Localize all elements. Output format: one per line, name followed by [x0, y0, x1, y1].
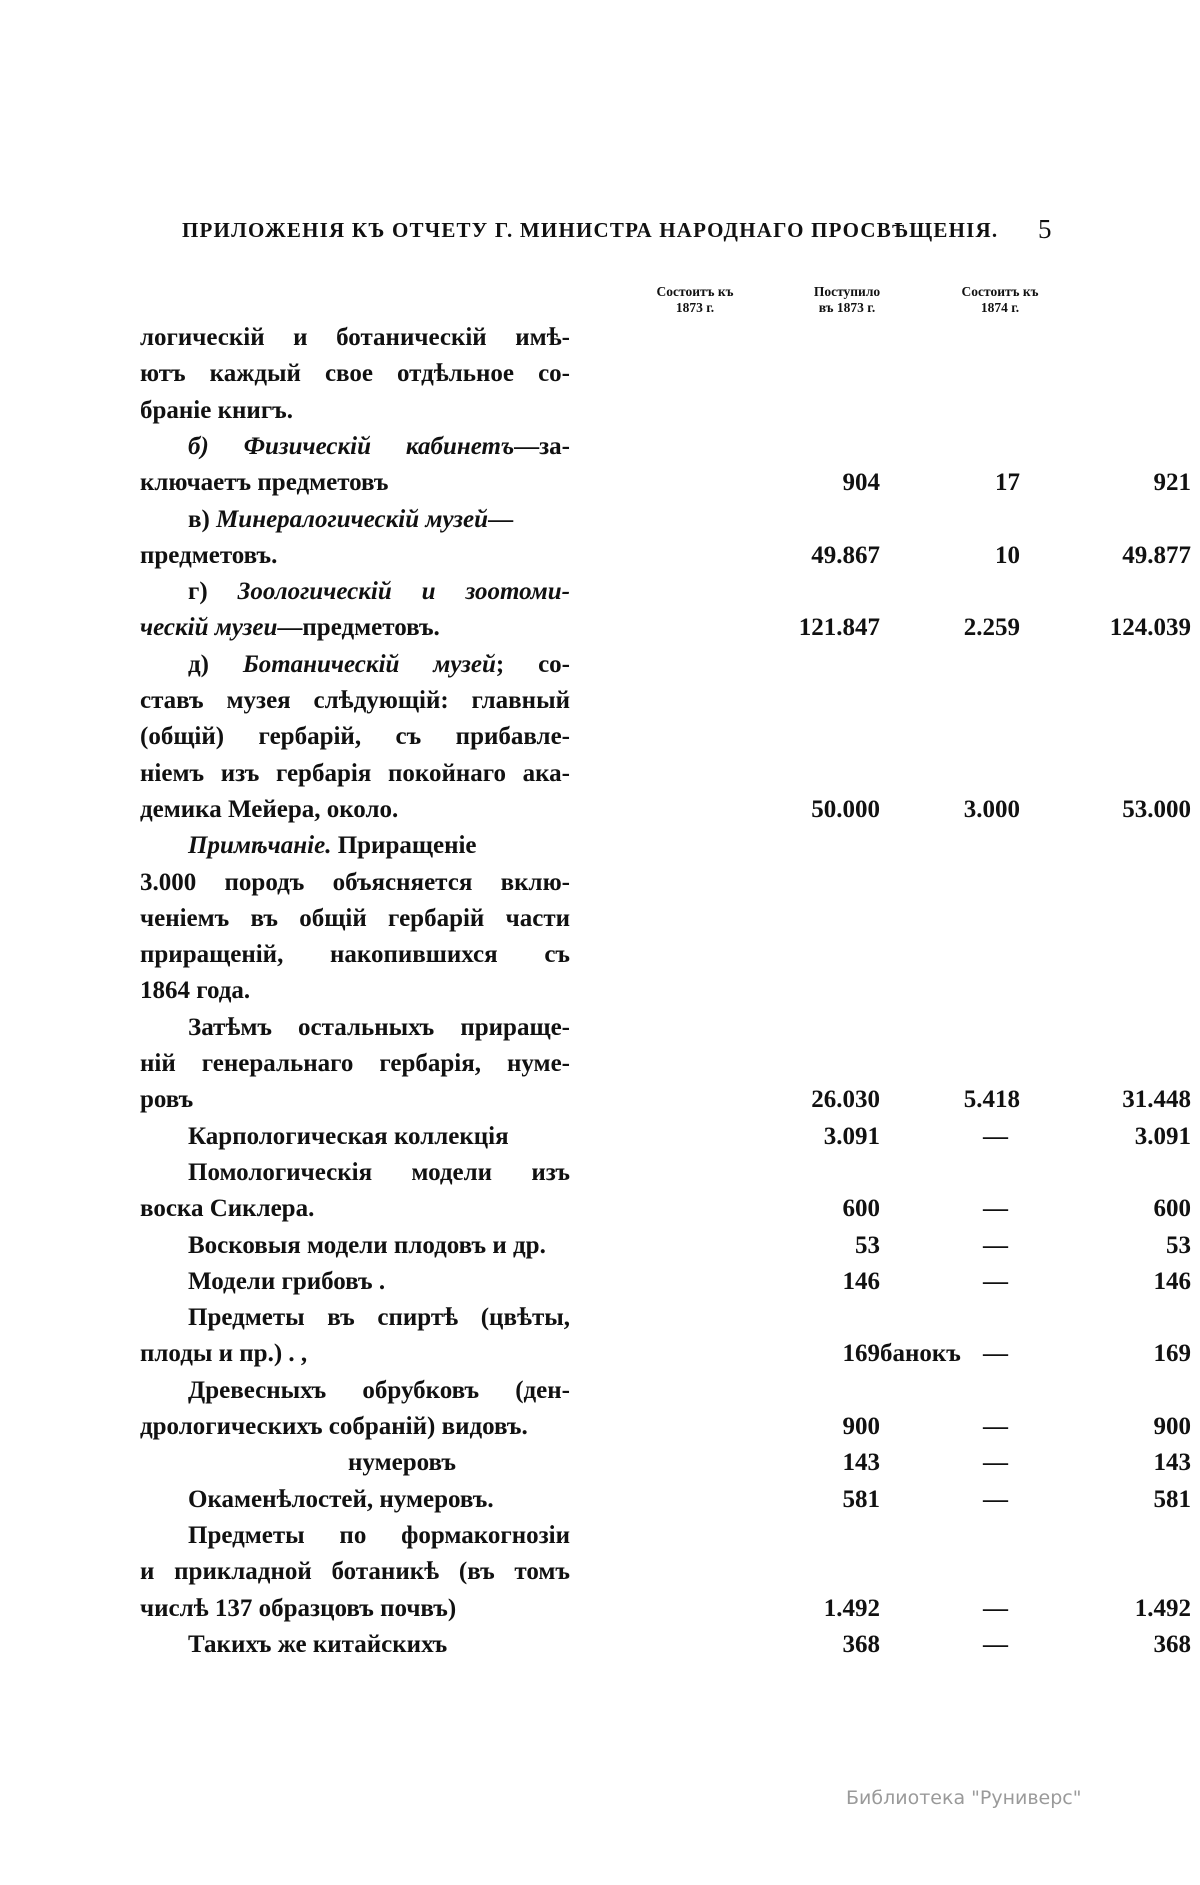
text-segment: 3.000 породъ объясняется вклю-	[140, 868, 570, 896]
page-number: 5	[1038, 214, 1052, 244]
value-text: —	[983, 1413, 1008, 1440]
value-stock-1874	[931, 538, 1191, 574]
value-text: 581	[1153, 1485, 1191, 1513]
value-stock-1874	[931, 1409, 1191, 1445]
value-text: 600	[842, 1195, 880, 1223]
line-text	[140, 683, 570, 719]
text-line	[140, 1591, 1191, 1627]
value-stock-1874	[931, 1264, 1191, 1300]
line-text	[140, 828, 570, 864]
value-text: 53	[1166, 1231, 1191, 1259]
text-line	[140, 1191, 1191, 1227]
line-text	[140, 647, 570, 683]
italic-text: Зоологическій и зоотоми-	[237, 578, 570, 606]
text-line	[140, 393, 570, 429]
text-segment: ютъ каждый свое отдѣльное со-	[140, 360, 570, 388]
text-line	[140, 937, 570, 973]
value-stock-1874	[931, 1336, 1191, 1372]
line-text	[140, 1155, 570, 1191]
column-header-line: 1874 г.	[980, 300, 1020, 315]
line-text	[140, 1518, 570, 1554]
italic-text: Ботаническій музей	[242, 650, 496, 678]
text-line	[140, 792, 1191, 828]
text-line	[140, 756, 570, 792]
value-text: 900	[842, 1413, 880, 1440]
column-header-line: 1873 г.	[675, 300, 715, 315]
value-text: 143	[1153, 1449, 1191, 1477]
line-text	[140, 865, 570, 901]
column-header-stock-1874	[935, 284, 1065, 316]
line-text	[140, 320, 570, 356]
italic-text: ческій музеи	[140, 614, 278, 642]
value-text: 169	[1153, 1340, 1191, 1368]
line-text	[140, 1300, 570, 1336]
value-text: 49.877	[1122, 541, 1191, 569]
column-header-line: Состоитъ къ	[656, 284, 734, 299]
running-header: ПРИЛОЖЕНІЯ КЪ ОТЧЕТУ Г. МИНИСТРА НАРОДНАГО ПРОСВѢЩЕНІЯ.	[182, 218, 999, 242]
value-text: 1.492	[1134, 1594, 1191, 1622]
watermark: Библиотека "Руниверс"	[846, 1787, 1082, 1809]
value-text: 921	[1153, 469, 1191, 497]
text-segment: браніе книгъ.	[140, 396, 293, 424]
value-stock-1874	[931, 792, 1191, 828]
italic-text: Примѣчаніе.	[188, 832, 332, 860]
value-text: 17	[995, 469, 1020, 497]
text-line	[140, 719, 570, 755]
value-text: 3.091	[1134, 1122, 1191, 1150]
text-segment: воска Сиклера.	[140, 1195, 315, 1223]
text-segment: Такихъ же китайскихъ	[188, 1630, 448, 1658]
text-line	[140, 1264, 1191, 1300]
text-line	[140, 502, 570, 538]
column-header-received-1873	[782, 284, 912, 316]
value-text: 124.039	[1109, 614, 1191, 642]
text-segment: (общій) гербарій, съ прибавле-	[140, 723, 570, 751]
value-text: —	[983, 1485, 1008, 1513]
text-segment: числѣ 137 образцовъ почвъ)	[140, 1594, 457, 1622]
text-line	[140, 1228, 1191, 1264]
line-text	[140, 1264, 570, 1300]
line-text	[140, 756, 570, 792]
value-text: 53.000	[1122, 795, 1191, 823]
value-stock-1874	[931, 1591, 1191, 1627]
text-line	[140, 1518, 570, 1554]
value-text: 31.448	[1122, 1086, 1191, 1114]
value-text: 1.492	[823, 1594, 880, 1622]
text-segment: —предметовъ.	[277, 614, 440, 642]
line-text	[140, 973, 570, 1009]
text-line	[140, 647, 570, 683]
line-text	[140, 1445, 570, 1481]
text-segment: —за-	[514, 432, 570, 460]
value-text: 49.867	[811, 541, 880, 569]
text-line	[140, 538, 1191, 574]
line-text	[140, 502, 570, 538]
value-text: 10	[995, 541, 1020, 569]
line-text	[140, 538, 570, 574]
text-segment: ; со-	[495, 650, 571, 678]
text-segment: ключаетъ предметовъ	[140, 469, 389, 497]
line-text	[140, 937, 570, 973]
value-text: 904	[842, 469, 880, 497]
text-line	[140, 1046, 570, 1082]
value-stock-1874	[931, 1228, 1191, 1264]
value-text: —	[983, 1449, 1008, 1477]
value-text: 50.000	[811, 795, 880, 823]
text-segment: ченіемъ въ общій гербарій части	[140, 904, 570, 932]
line-text	[140, 1373, 570, 1409]
column-header-stock-1873	[630, 284, 760, 316]
text-line	[140, 320, 570, 356]
value-text: —	[983, 1630, 1008, 1658]
value-text: —	[983, 1267, 1008, 1295]
value-text: 3.000	[963, 795, 1020, 823]
value-text: —	[983, 1231, 1008, 1259]
text-segment: демика Мейера, около.	[140, 795, 399, 823]
value-text: 53	[855, 1231, 880, 1259]
text-segment: Карпологическая коллекція	[188, 1122, 509, 1150]
value-text: —	[983, 1594, 1008, 1622]
text-segment: в)	[188, 505, 217, 533]
text-line	[140, 1300, 570, 1336]
value-text: —	[983, 1340, 1008, 1368]
text-segment: ній генеральнаго гербарія, нуме-	[140, 1050, 570, 1077]
line-text	[140, 1409, 570, 1445]
line-text	[140, 1554, 570, 1590]
value-unit: банокъ	[880, 1340, 961, 1368]
value-text: 581	[842, 1485, 880, 1513]
value-text: —	[983, 1195, 1008, 1223]
value-text: —	[983, 1122, 1008, 1150]
text-line	[140, 1627, 1191, 1663]
text-line	[140, 1336, 1191, 1372]
value-text: 3.091	[823, 1122, 880, 1150]
line-text	[140, 574, 570, 610]
text-line	[140, 1482, 1191, 1518]
value-stock-1874	[931, 1191, 1191, 1227]
text-line	[140, 1119, 1191, 1155]
line-text	[140, 901, 570, 937]
text-segment: ставъ музея слѣдующій: главный	[140, 687, 570, 714]
line-text	[140, 1010, 570, 1046]
text-line	[140, 465, 1191, 501]
line-text	[140, 465, 570, 501]
value-text: 26.030	[811, 1086, 880, 1114]
text-segment: —	[488, 505, 514, 533]
text-segment: Модели грибовъ .	[188, 1267, 386, 1295]
value-text: 2.259	[963, 614, 1020, 642]
text-segment: ровъ	[140, 1086, 194, 1114]
text-line	[140, 610, 1191, 646]
text-line	[140, 1010, 570, 1046]
text-segment: ніемъ изъ гербарія покойнаго ака-	[140, 759, 570, 787]
column-header-line: въ 1873 г.	[818, 300, 876, 315]
text-segment: предметовъ.	[140, 541, 278, 569]
value-stock-1874	[931, 465, 1191, 501]
value-text: 146	[1153, 1267, 1191, 1295]
text-line	[140, 429, 570, 465]
value-stock-1874	[931, 1082, 1191, 1118]
text-segment: Окаменѣлостей, нумеровъ.	[188, 1485, 494, 1513]
text-segment: логическій и ботаническій имѣ-	[140, 324, 570, 351]
text-segment: Затѣмъ остальныхъ прираще-	[188, 1013, 570, 1041]
line-text	[140, 610, 570, 646]
value-text: 368	[1153, 1630, 1191, 1658]
value-stock-1874	[931, 1445, 1191, 1481]
value-text: 900	[1153, 1413, 1191, 1440]
line-text	[140, 1591, 570, 1627]
column-header-line: Состоитъ къ	[961, 284, 1039, 299]
text-segment: Древесныхъ обрубковъ (ден-	[188, 1376, 570, 1404]
value-stock-1874	[931, 610, 1191, 646]
italic-text: б) Физическій кабинетъ	[188, 432, 515, 460]
italic-text: Минералогическій музей	[216, 505, 489, 533]
line-text	[140, 393, 570, 429]
value-stock-1874	[931, 1627, 1191, 1663]
text-segment: г)	[188, 578, 238, 606]
line-text	[140, 1046, 570, 1082]
text-line	[140, 683, 570, 719]
text-segment: нумеровъ	[348, 1449, 456, 1477]
text-segment: Предметы въ спиртѣ (цвѣты,	[188, 1304, 570, 1332]
text-segment: Помологическія модели изъ	[188, 1158, 570, 1186]
text-line	[140, 574, 570, 610]
value-text: 146	[842, 1267, 880, 1295]
value-text: 600	[1153, 1195, 1191, 1223]
value-text: 143	[842, 1449, 880, 1477]
text-line	[140, 1409, 1191, 1445]
line-text	[140, 429, 570, 465]
column-header-line: Поступило	[813, 284, 881, 299]
text-line	[140, 1373, 570, 1409]
text-line	[140, 1445, 1191, 1481]
text-line	[140, 865, 570, 901]
text-line	[140, 1082, 1191, 1118]
text-line	[140, 1554, 570, 1590]
text-line	[140, 901, 570, 937]
text-segment: и прикладной ботаникѣ (въ томъ	[140, 1558, 570, 1586]
line-text	[140, 1336, 570, 1372]
text-segment: Приращеніе	[331, 832, 477, 860]
line-text	[140, 1191, 570, 1227]
text-segment: приращеній, накопившихся съ	[140, 941, 570, 969]
text-line	[140, 1155, 570, 1191]
text-line	[140, 828, 570, 864]
text-line	[140, 356, 570, 392]
text-segment: Предметы по формакогнозіи	[188, 1521, 570, 1549]
line-text	[140, 1082, 570, 1118]
text-segment: дрологическихъ собраній) видовъ.	[140, 1413, 528, 1440]
text-segment: плоды и пр.) . ,	[140, 1340, 308, 1368]
value-stock-1874	[931, 1119, 1191, 1155]
line-text	[140, 1482, 570, 1518]
value-text: 368	[842, 1630, 880, 1658]
value-text: 121.847	[798, 614, 880, 642]
text-segment: д)	[188, 650, 243, 678]
text-line	[140, 973, 570, 1009]
value-text: 5.418	[963, 1086, 1020, 1114]
line-text	[140, 1228, 570, 1264]
value-stock-1874	[931, 1482, 1191, 1518]
line-text	[140, 356, 570, 392]
value-text: 169	[842, 1340, 880, 1368]
text-segment: Восковыя модели плодовъ и др.	[188, 1231, 546, 1259]
line-text	[140, 719, 570, 755]
text-segment: 1864 года.	[140, 977, 251, 1005]
line-text	[140, 792, 570, 828]
line-text	[140, 1119, 570, 1155]
line-text	[140, 1627, 570, 1663]
